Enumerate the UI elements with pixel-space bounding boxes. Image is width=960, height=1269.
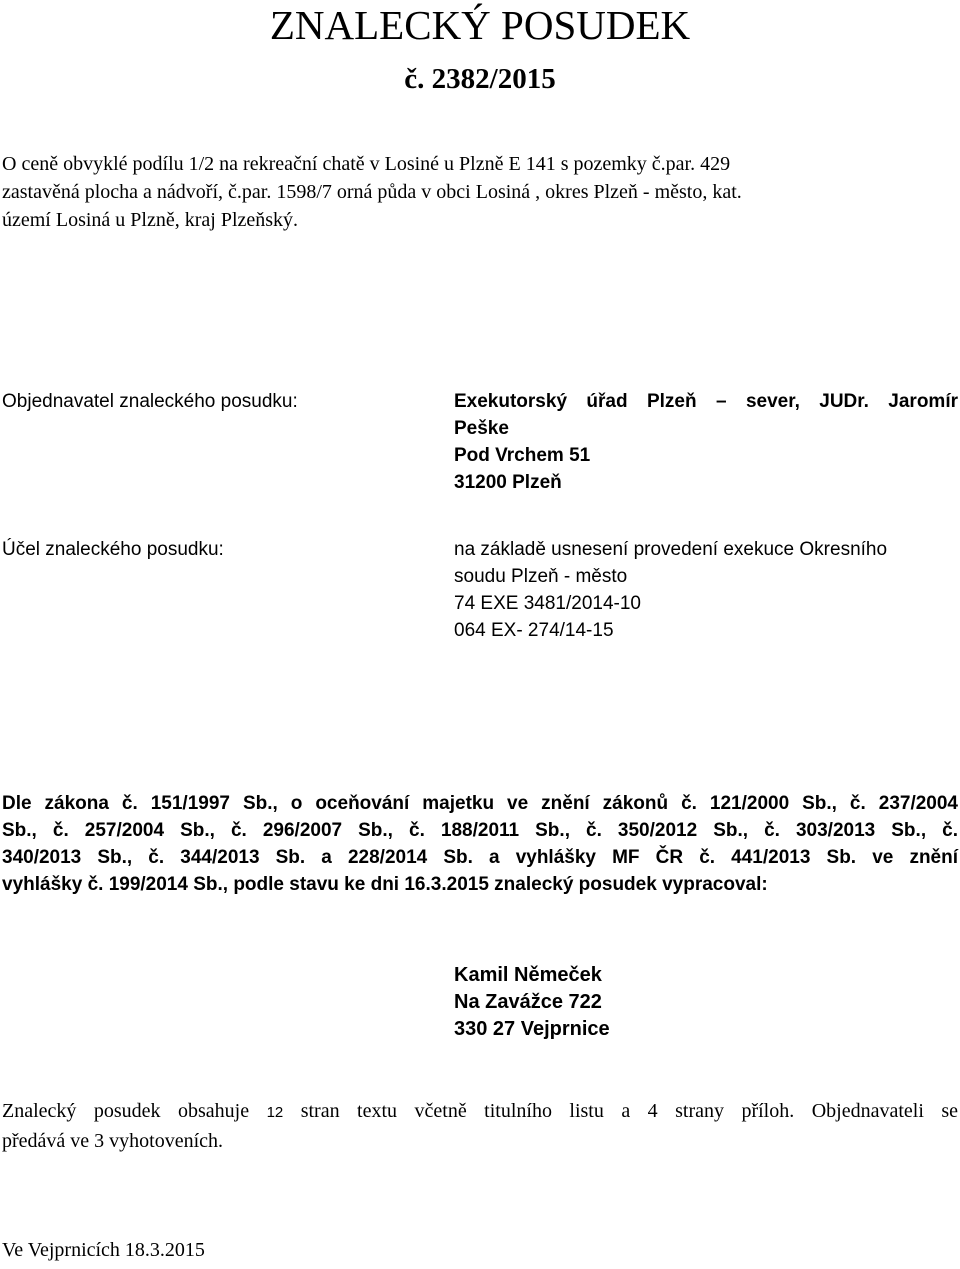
client-name-line: Peške: [454, 418, 509, 439]
subject-line: území Losiná u Plzně, kraj Plzeňský.: [2, 209, 299, 231]
client-name-line: Exekutorský úřad Plzeň – sever, JUDr. Jaromír: [454, 391, 958, 412]
client-city: 31200 Plzeň: [454, 472, 562, 493]
purpose-line: soudu Plzeň - město: [454, 566, 628, 587]
page-count: 12: [266, 1104, 284, 1121]
author-block: [454, 962, 610, 1043]
purpose-line: 064 EX- 274/14-15: [454, 620, 614, 641]
purpose-line: na základě usnesení provedení exekuce Okresního: [454, 539, 888, 560]
subject-description: [2, 150, 958, 234]
scope-line: předává ve 3 vyhotoveních.: [2, 1130, 224, 1152]
client-block: [454, 388, 958, 496]
client-label: Objednavatel znaleckého posudku:: [2, 391, 298, 412]
author-street: Na Zavážce 722: [454, 991, 602, 1013]
purpose-line: 74 EXE 3481/2014-10: [454, 593, 641, 614]
legal-basis-line: vyhlášky č. 199/2014 Sb., podle stavu ke dni 16.3.2015 znalecký posudek vypracoval:: [2, 874, 768, 895]
document-number: č. 2382/2015: [404, 63, 556, 95]
author-name: Kamil Němeček: [454, 964, 602, 986]
author-city: 330 27 Vejprnice: [454, 1018, 610, 1040]
subject-line: O ceně obvyklé podílu 1/2 na rekreační chatě v Losiné u Plzně E 141 s pozemky č.par. 429: [2, 153, 731, 175]
scope-line: [2, 1097, 958, 1127]
purpose-block: [454, 536, 958, 644]
place-and-date: Ve Vejprnicích 18.3.2015: [2, 1239, 205, 1261]
document-title: ZNALECKÝ POSUDEK: [269, 2, 691, 48]
scope-text: stran textu včetně titulního listu a 4 strany příloh. Objednavateli se: [300, 1100, 959, 1122]
legal-basis-line: 340/2013 Sb., č. 344/2013 Sb. a 228/2014 Sb. a vyhlášky MF ČR č. 441/2013 Sb. ve znění: [2, 847, 958, 868]
subject-line: zastavěná plocha a nádvoří, č.par. 1598/7 orná půda v obci Losiná , okres Plzeň - město, kat.: [2, 181, 742, 203]
legal-basis-line: Dle zákona č. 151/1997 Sb., o oceňování majetku ve znění zákonů č. 121/2000 Sb., č. 237/2004: [2, 793, 958, 814]
legal-basis-line: Sb., č. 257/2004 Sb., č. 296/2007 Sb., č. 188/2011 Sb., č. 350/2012 Sb., č. 303/2013 Sb., č.: [2, 820, 958, 841]
legal-basis: [2, 790, 958, 898]
client-street: Pod Vrchem 51: [454, 445, 591, 466]
purpose-label: Účel znaleckého posudku:: [2, 539, 224, 560]
scope-text: Znalecký posudek obsahuje: [2, 1100, 250, 1122]
document-scope: [2, 1097, 958, 1156]
